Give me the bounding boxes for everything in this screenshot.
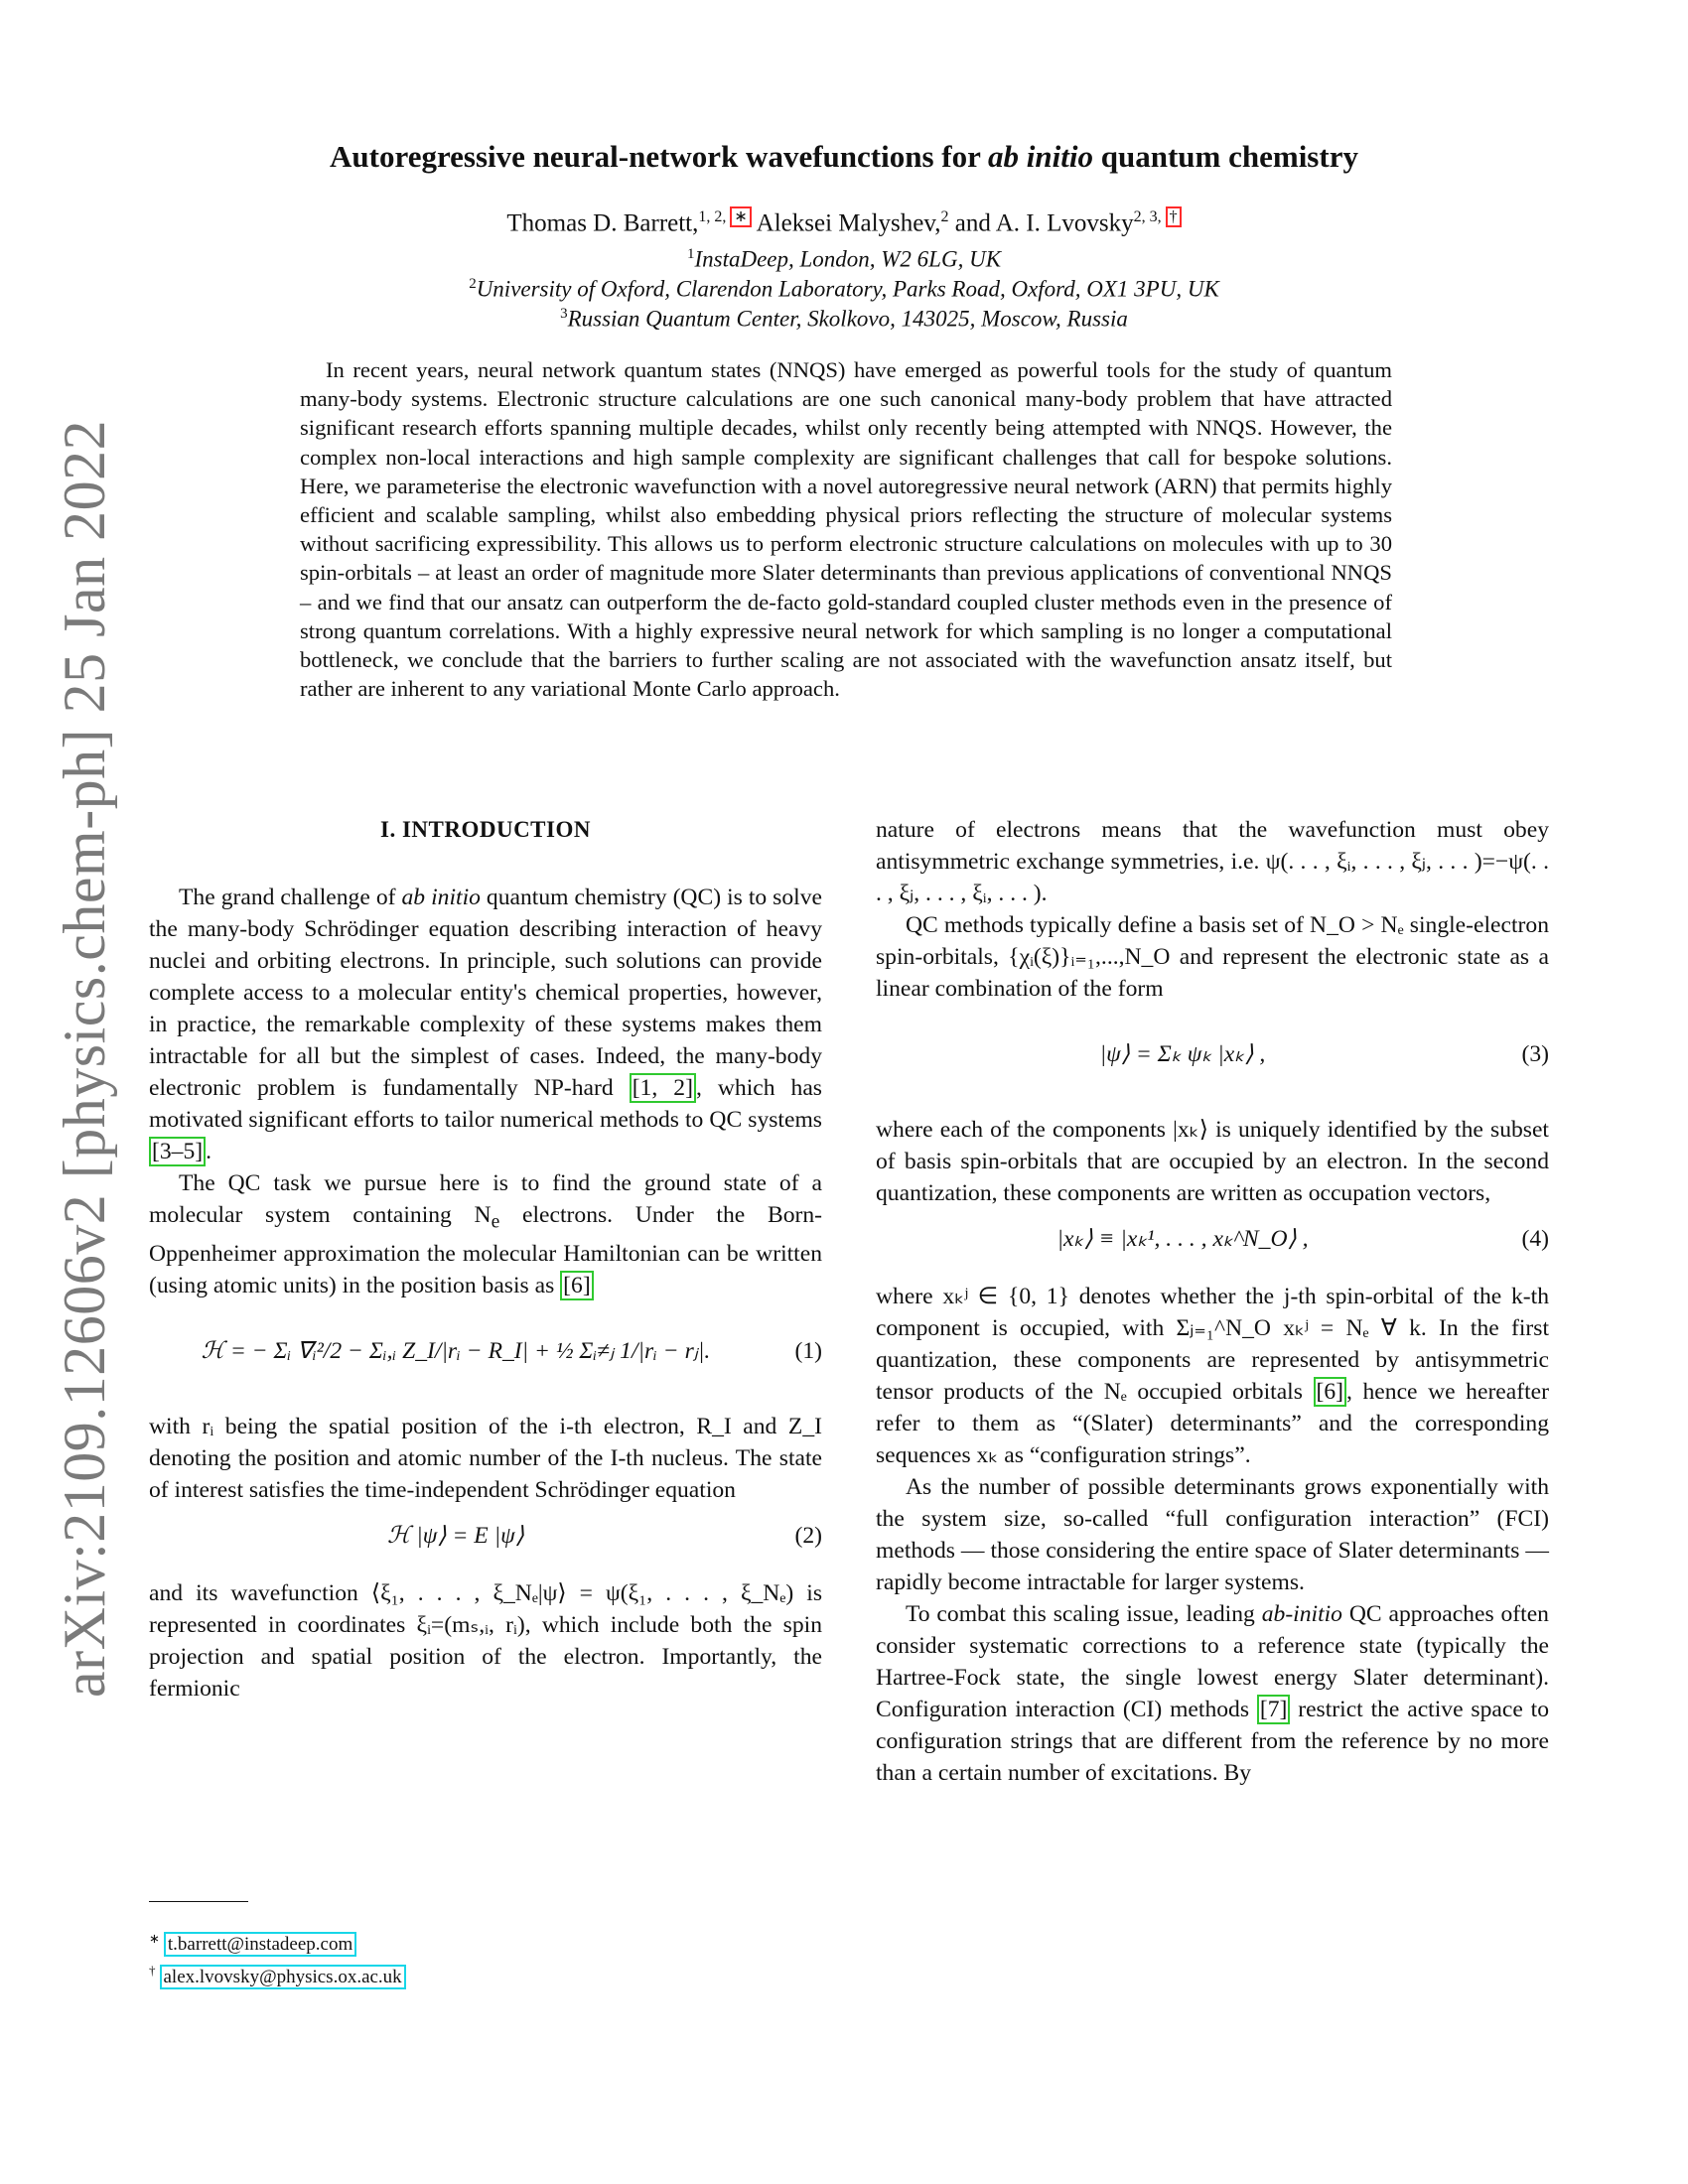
equation-body: ℋ |ψ⟩ = E |ψ⟩ (387, 1522, 524, 1549)
title-part: Autoregressive neural-network wavefunctions for (330, 139, 989, 174)
footnote-mark: ∗ (149, 1931, 160, 1946)
author-name: Aleksei Malyshev, (751, 209, 941, 237)
paragraph: nature of electrons means that the wavefunction must obey antisymmetric exchange symmetries, i.e. ψ(. . . , ξᵢ, . . . , ξⱼ, . . . )=−ψ(. . . , ξⱼ, . . . , ξᵢ, . . . ). (876, 817, 1549, 906)
citation-link[interactable]: [6] (1314, 1377, 1347, 1407)
title-italic: ab initio (988, 139, 1093, 174)
footnote-link[interactable]: † (1166, 206, 1182, 227)
paragraph: The QC task we pursue here is to find the ground state of a molecular system containing $N_e$ electrons. Under the Born-Oppenheimer approximation the molecular Hamiltonian can be written (using atomic units) in the position basis as [6] (149, 1170, 822, 1298)
citation-link[interactable]: [6] (560, 1271, 594, 1300)
equation-body: |xₖ⟩ ≡ |xₖ¹, . . . , xₖ^N_O⟩ , (1056, 1226, 1309, 1252)
paper-title (149, 139, 1539, 175)
equation-number: (2) (794, 1522, 822, 1549)
author-name: Thomas D. Barrett, (506, 209, 699, 237)
abstract: In recent years, neural network quantum states (NNQS) have emerged as powerful tools for the study of quantum many-body systems. Electronic structure calculations are one such canonical many-body problem that have attracted significant research efforts spanning multiple decades, whilst only recently being attempted with NNQS. However, the complex non-local interactions and high sample complexity are significant challenges that call for bespoke solutions. Here, we parameterise the electronic wavefunction with a novel autoregressive neural network (ARN) that permits highly efficient and scalable sampling, whilst also embedding physical priors reflecting the structure of molecular systems without sacrificing expressibility. This allows us to perform electronic structure calculations on molecules with up to 30 spin-orbitals – at least an order of magnitude more Slater determinants than previous applications of conventional NNQS – and we find that our ansatz can outperform the de-facto gold-standard coupled cluster methods even in the presence of strong quantum correlations. With a highly expressive neural network for which sampling is no longer a computational bottleneck, we conclude that the barriers to further scaling are not associated with the wavefunction ansatz itself, but rather are inherent to any variational Monte Carlo approach. (300, 357, 1392, 702)
affiliation (149, 306, 1539, 333)
author-affil: 2 (940, 208, 949, 225)
footnote-rule (149, 1901, 248, 1902)
author-affil: 2, 3, (1133, 208, 1166, 225)
equation-number: (3) (1521, 1041, 1549, 1067)
paragraph: where each of the components |xₖ⟩ is uniquely identified by the subset of basis spin-orbitals that are occupied by an electron. In the second quantization, these components are written as occupation vectors, (876, 1117, 1549, 1206)
author-affil: 1, 2, (698, 208, 731, 225)
affiliation-text: InstaDeep, London, W2 6LG, UK (694, 246, 1002, 272)
author-list (149, 206, 1539, 237)
paragraph: QC methods typically define a basis set of N_O > Nₑ single-electron spin-orbitals, {χᵢ(ξ)}ᵢ₌₁,...,N_O and represent the electronic state as a linear combination of the form (876, 912, 1549, 1002)
arxiv-identifier: arXiv:2109.12606v2 [physics.chem-ph] 25 Jan 2022 (52, 419, 117, 1698)
affiliation (149, 276, 1539, 303)
footnote-mark: † (149, 1963, 156, 1979)
title-part: quantum chemistry (1093, 139, 1358, 174)
equation (876, 1005, 1549, 1114)
affiliation-number: 3 (560, 306, 568, 322)
equation-number: (4) (1521, 1226, 1549, 1252)
affiliation-number: 2 (469, 276, 477, 292)
equation (149, 1301, 822, 1411)
section-heading: I. INTRODUCTION (380, 817, 591, 842)
equation-body: |ψ⟩ = Σₖ ψₖ |xₖ⟩ , (1099, 1041, 1266, 1067)
footnote (149, 1958, 406, 1989)
equation-number: (1) (794, 1337, 822, 1364)
equation (876, 1209, 1549, 1281)
equation-body: ℋ = − Σᵢ ∇ᵢ²/2 − Σᵢ,ᵢ Z_I/|rᵢ − R_I| + ½ Σᵢ≠ⱼ 1/|rᵢ − rⱼ|. (201, 1337, 711, 1364)
email-link[interactable]: t.barrett@instadeep.com (164, 1932, 356, 1957)
footnote-link[interactable]: ∗ (730, 206, 751, 227)
paragraph: where xₖʲ ∈ {0, 1} denotes whether the j-th spin-orbital of the k-th component is occupied, with Σⱼ₌₁^N_O xₖʲ = Nₑ ∀ k. In the first quantization, these components are represented by antisymmetric tensor products of the Nₑ occupied orbitals [6] , hence we hereafter refer to them as “(Slater) determinants” and the corresponding sequences xₖ as “configuration strings”. (876, 1284, 1549, 1468)
affiliation-text: University of Oxford, Clarendon Laboratory, Parks Road, Oxford, OX1 3PU, UK (476, 276, 1219, 302)
paragraph: To combat this scaling issue, leading ab-initio QC approaches often consider systematic corrections to a reference state (typically the Hartree-Fock state, the single lowest energy Slater determinant). Configuration interaction (CI) methods [7] restrict the active space to configuration strings that are different from the reference by no more than a certain number of excitations. By (876, 1601, 1549, 1786)
paragraph: and its wavefunction ⟨ξ₁, . . . , ξ_Nₑ|ψ⟩ = ψ(ξ₁, . . . , ξ_Nₑ) is represented in coordinates ξᵢ=(mₛ,ᵢ, rᵢ), which include both the spin projection and spatial position of the electron. Importantly, the fermionic (149, 1579, 822, 1702)
affiliation-text: Russian Quantum Center, Skolkovo, 143025, Moscow, Russia (567, 306, 1128, 332)
footnotes (149, 1926, 406, 1990)
citation-link[interactable]: [3–5] (149, 1137, 206, 1166)
equation (149, 1506, 822, 1577)
affiliation (149, 246, 1539, 273)
paragraph: The grand challenge of ab initio quantum chemistry (QC) is to solve the many-body Schrödinger equation describing interaction of heavy nuclei and orbiting electrons. In principle, such solutions can provide complete access to a molecular entity's chemical properties, however, in practice, the remarkable complexity of these systems makes them intractable for all but the simplest of cases. Indeed, the many-body electronic problem is fundamentally NP-hard [1, 2] , which has motivated significant efforts to tailor numerical methods to QC systems [3–5] . (149, 885, 822, 1164)
author-name: and A. I. Lvovsky (948, 209, 1134, 237)
affiliation-number: 1 (686, 246, 695, 262)
right-column (876, 814, 1549, 1789)
paragraph: As the number of possible determinants grows exponentially with the system size, so-called “full configuration interaction” (FCI) methods — those considering the entire space of Slater determinants — rapidly become intractable for larger systems. (876, 1474, 1549, 1595)
citation-link[interactable]: [7] (1257, 1695, 1291, 1724)
left-column (149, 814, 822, 1705)
footnote (149, 1926, 406, 1958)
paragraph: with rᵢ being the spatial position of the i-th electron, R_I and Z_I denoting the position and atomic number of the I-th nucleus. The state of interest satisfies the time-independent Schrödinger equation (149, 1413, 822, 1503)
citation-link[interactable]: [1, 2] (630, 1073, 696, 1103)
email-link[interactable]: alex.lvovsky@physics.ox.ac.uk (160, 1965, 406, 1989)
